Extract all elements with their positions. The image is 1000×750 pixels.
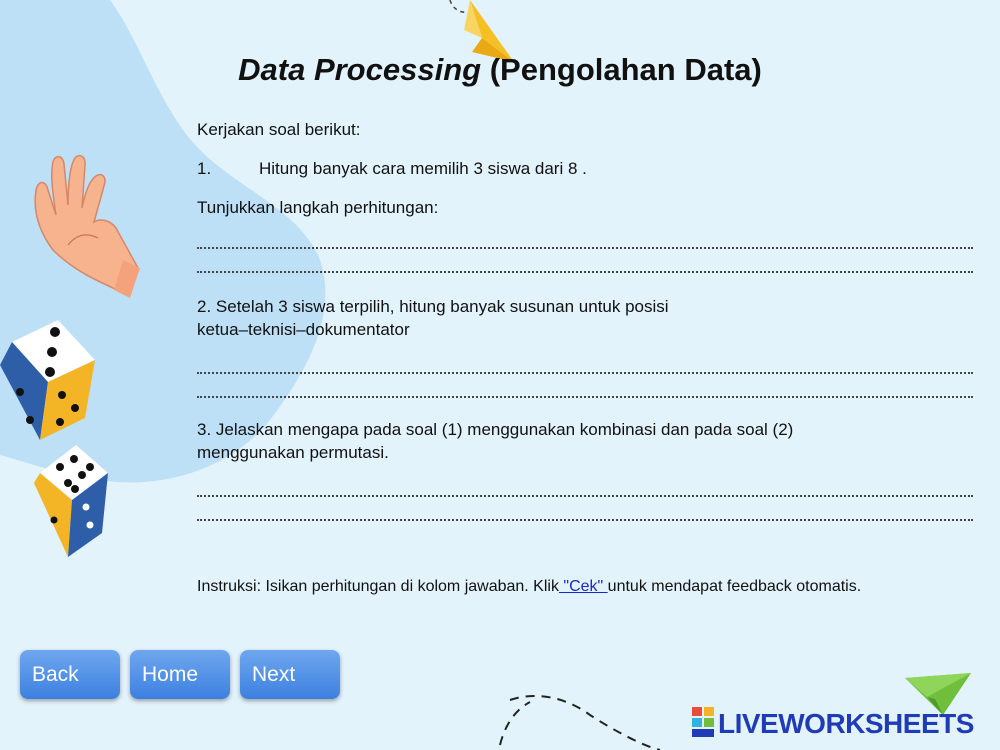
instruction-before: Instruksi: Isikan perhitungan di kolom jawaban. Klik bbox=[197, 578, 559, 595]
hand-icon bbox=[28, 150, 148, 300]
dice-icon bbox=[0, 320, 100, 445]
question-1-number: 1. bbox=[197, 159, 212, 178]
intro-text: Kerjakan soal berikut: bbox=[197, 120, 361, 139]
answer-2a-input[interactable] bbox=[197, 354, 977, 378]
answer-3b-input[interactable] bbox=[197, 501, 977, 525]
page-title bbox=[0, 52, 1000, 88]
question-3-line2: menggunakan permutasi. bbox=[197, 443, 389, 462]
liveworksheets-logo bbox=[692, 707, 974, 740]
question-1 bbox=[197, 157, 587, 180]
answer-1a-input[interactable] bbox=[197, 229, 977, 253]
instruction-text bbox=[197, 578, 861, 596]
back-button[interactable]: Back bbox=[20, 650, 120, 699]
dice-icon bbox=[30, 445, 110, 560]
answer-2b-input[interactable] bbox=[197, 378, 977, 402]
answer-1b-input[interactable] bbox=[197, 253, 977, 277]
cek-link[interactable]: "Cek" bbox=[558, 578, 608, 595]
answer-3a-input[interactable] bbox=[197, 477, 977, 501]
instruction-after: untuk mendapat feedback otomatis. bbox=[607, 578, 862, 595]
title-italic: Data Processing bbox=[238, 52, 482, 87]
logo-text: LIVEWORKSHEETS bbox=[718, 708, 974, 739]
question-1-text: Hitung banyak cara memilih 3 siswa dari 8 . bbox=[259, 159, 587, 178]
question-3-line1: 3. Jelaskan mengapa pada soal (1) menggunakan kombinasi dan pada soal (2) bbox=[197, 420, 794, 439]
question-2-line2: ketua–teknisi–dokumentator bbox=[197, 320, 410, 339]
steps-label: Tunjukkan langkah perhitungan: bbox=[197, 198, 439, 217]
question-2-line1: 2. Setelah 3 siswa terpilih, hitung banyak susunan untuk posisi bbox=[197, 297, 669, 316]
next-button[interactable]: Next bbox=[240, 650, 340, 699]
home-button[interactable]: Home bbox=[130, 650, 230, 699]
title-normal: (Pengolahan Data) bbox=[489, 52, 762, 87]
logo-badge-icon bbox=[692, 707, 714, 737]
